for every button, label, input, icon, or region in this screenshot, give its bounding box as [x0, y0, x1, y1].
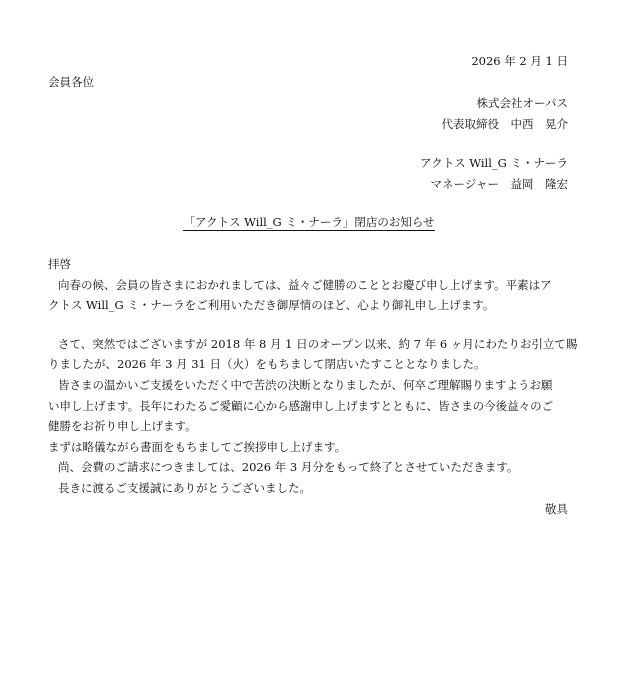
- manager-name: マネージャー 益岡 隆宏: [430, 177, 568, 191]
- representative-name: 代表取締役 中西 晃介: [441, 117, 568, 131]
- paragraph-4: まずは略儀ながら書面をもちましてご挨拶申し上げます。: [48, 440, 347, 454]
- paragraph-1-line-1: 向春の候、会員の皆さまにおかれましては、益々ご健勝のこととお慶び申し上げます。平素はア: [58, 278, 552, 292]
- greeting: 拝啓: [48, 257, 71, 271]
- notice-title: 「アクトス Will_G ミ・ナーラ」閉店のお知らせ: [183, 215, 435, 229]
- paragraph-5: 尚、会費のご請求につきましては、2026 年 3 月分をもって終了とさせていただきます。: [58, 460, 519, 474]
- notice-title-row: [0, 217, 618, 231]
- company-name: 株式会社オーパス: [476, 96, 568, 110]
- paragraph-1-line-2: クトス Will_G ミ・ナーラをご利用いただき御厚情のほど、心より御礼申し上げます。: [48, 298, 495, 312]
- store-name: アクトス Will_G ミ・ナーラ: [420, 156, 568, 170]
- paragraph-3-line-1: 皆さまの温かいご支援をいただく中で苦渋の決断となりましたが、何卒ご理解賜りますようお願: [58, 378, 553, 392]
- closing: 敬具: [545, 502, 568, 516]
- paragraph-3-line-2: い申し上げます。長年にわたるご愛顧に心から感謝申し上げますとともに、皆さまの今後益々のご: [48, 399, 554, 413]
- paragraph-2-line-1: さて、突然ではございますが 2018 年 8 月 1 日のオープン以来、約 7 年 6 ヶ月にわたりお引立て賜: [58, 337, 578, 351]
- letter-date: 2026 年 2 月 1 日: [471, 54, 568, 68]
- recipient-line: 会員各位: [48, 75, 94, 89]
- paragraph-6: 長きに渡るご支援誠にありがとうございました。: [58, 481, 311, 495]
- paragraph-3-line-3: 健勝をお祈り申し上げます。: [48, 419, 197, 433]
- paragraph-2-line-2: りましたが、2026 年 3 月 31 日（火）をもちまして閉店いたすこととなりました。: [48, 357, 486, 371]
